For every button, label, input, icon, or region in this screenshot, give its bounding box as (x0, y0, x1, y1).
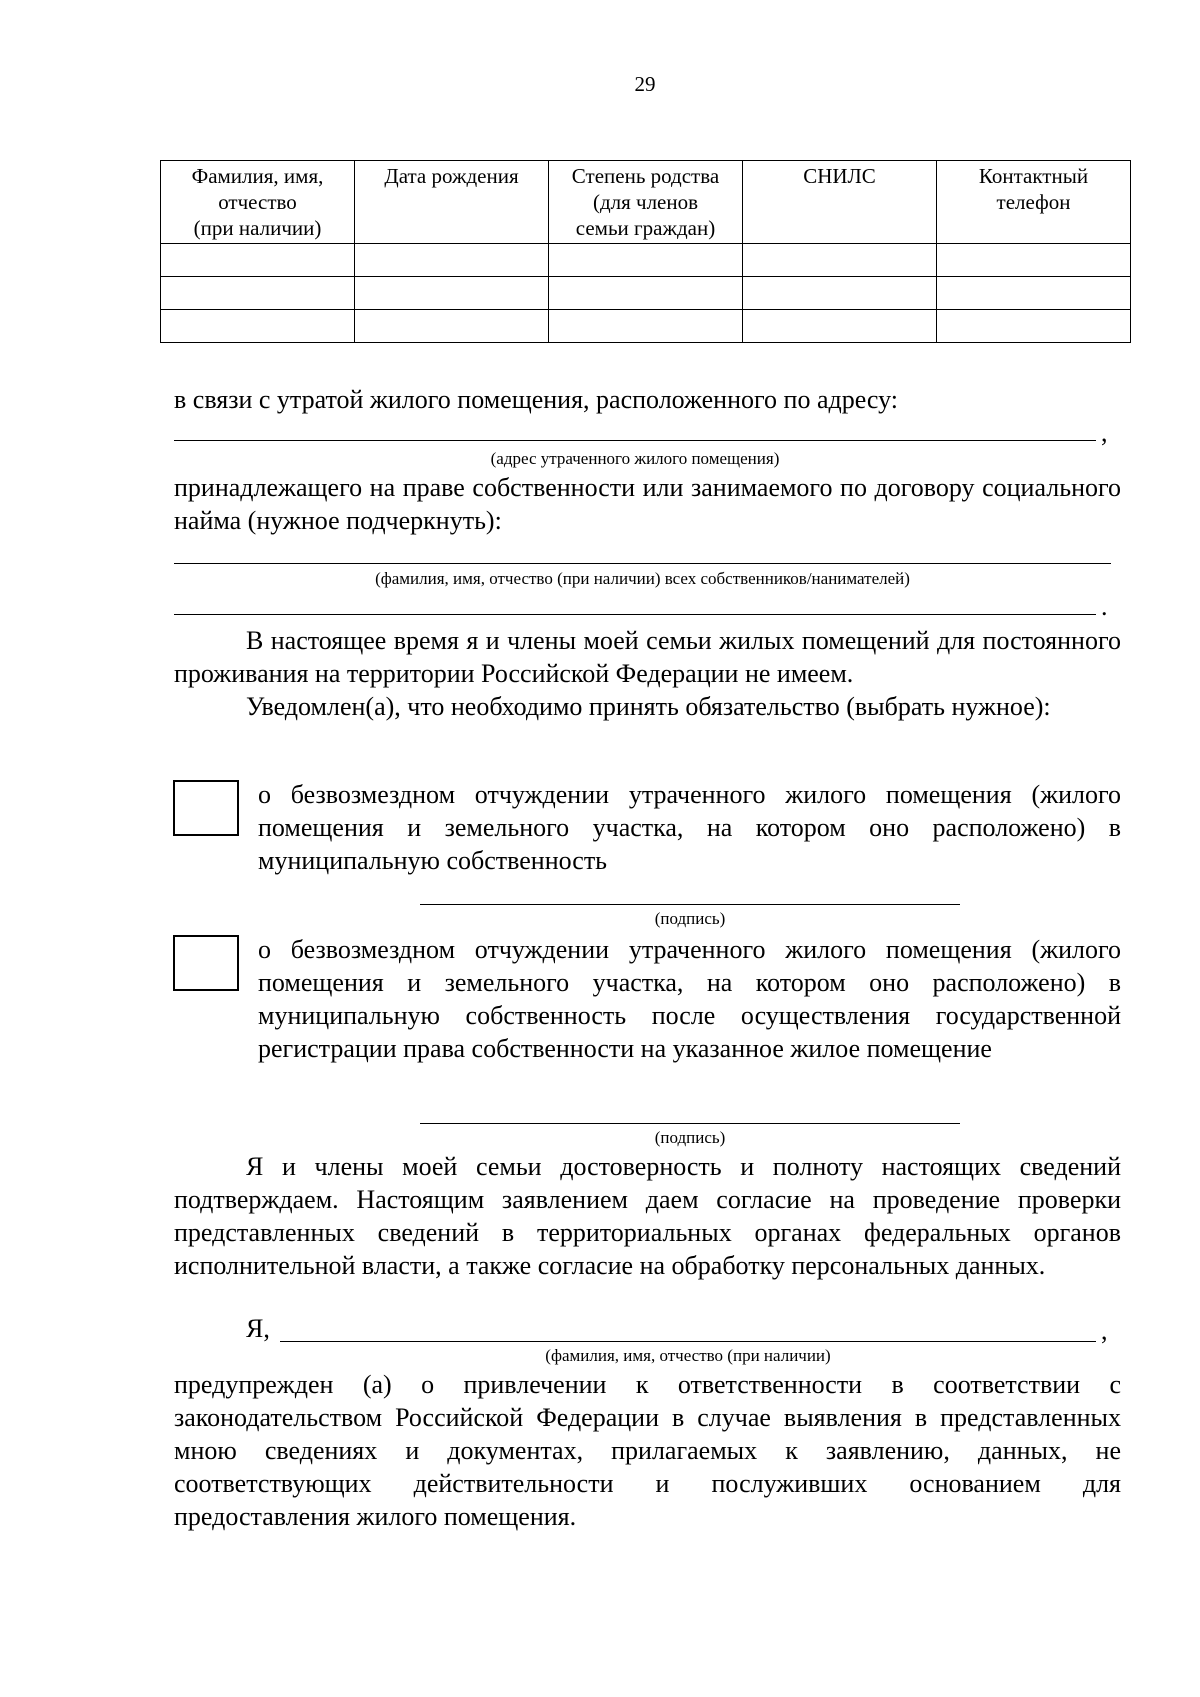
header-snils: СНИЛС (743, 161, 937, 244)
table-cell (743, 310, 937, 343)
name-line (280, 1341, 1096, 1342)
address-intro: в связи с утратой жилого помещения, расположенного по адресу: (174, 385, 898, 414)
option1-checkbox[interactable] (173, 780, 239, 836)
header-phone: Контактный телефон (937, 161, 1131, 244)
header-birth-date: Дата рождения (355, 161, 549, 244)
address-caption: (адрес утраченного жилого помещения) (490, 449, 780, 468)
signature-line-2 (420, 1123, 960, 1124)
i-comma: , (1101, 1316, 1108, 1345)
owners-caption: (фамилия, имя, отчество (при наличии) всех собственников/нанимателей) (375, 569, 910, 588)
table-cell (161, 277, 355, 310)
owners-line (174, 563, 1111, 564)
name-caption: (фамилия, имя, отчество (при наличии) (545, 1346, 831, 1365)
table-cell (937, 277, 1131, 310)
table-header-row (161, 161, 1131, 244)
table-cell (161, 244, 355, 277)
table-cell (937, 310, 1131, 343)
signature-caption-1: (подпись) (654, 909, 726, 928)
table-cell (355, 310, 549, 343)
option2-text: о безвозмездном отчуждении утраченного жилого помещения (жилого помещения и земельного участка, на котором оно расположено) в муниципальную собственность после осуществления государственной регистрации права собственности на указанное жилое помещение (258, 935, 1121, 1063)
signature-caption-2: (подпись) (654, 1128, 726, 1147)
confirm-text: Я и члены моей семьи достоверность и полноту настоящих сведений подтверждаем. Настоящим заявлением даем согласие на проведение проверки представленных сведений в территориальных органах федеральных органов исполнительной власти, а также согласие на обработку персональных данных. (174, 1152, 1121, 1280)
address-comma: , (1101, 418, 1108, 447)
table-cell (355, 277, 549, 310)
page-number: 29 (634, 72, 656, 96)
header-full-name: Фамилия, имя, отчество (при наличии) (161, 161, 355, 244)
table-row (161, 244, 1131, 277)
no-housing-text: В настоящее время я и члены моей семьи жилых помещений для постоянного проживания на территории Российской Федерации не имеем. (174, 626, 1121, 688)
ownership-text: принадлежащего на праве собственности или занимаемого по договору социального найма (нужное подчеркнуть): (174, 473, 1121, 535)
table-cell (743, 244, 937, 277)
table-cell (549, 310, 743, 343)
family-members-table (160, 160, 1131, 343)
table-cell (743, 277, 937, 310)
notified-text: Уведомлен(а), что необходимо принять обязательство (выбрать нужное): (246, 692, 1051, 721)
table-cell (549, 277, 743, 310)
address-line (174, 440, 1096, 441)
warned-text: предупрежден (а) о привлечении к ответственности в соответствии с законодательством Российской Федерации в случае выявления в представленных мною сведениях и документах, прилагаемых к заявлению, данных, не соответствующих действительности и послуживших основанием для предоставления жилого помещения. (174, 1370, 1121, 1531)
signature-line-1 (420, 904, 960, 905)
option1-text: о безвозмездном отчуждении утраченного жилого помещения (жилого помещения и земельного участка, на котором оно расположено) в муниципальную собственность (258, 780, 1121, 875)
table-cell (549, 244, 743, 277)
table-cell (161, 310, 355, 343)
table-row (161, 310, 1131, 343)
table-cell (355, 244, 549, 277)
table-row (161, 277, 1131, 310)
header-relation: Степень родства (для членов семьи граждан) (549, 161, 743, 244)
i-label: Я, (246, 1314, 270, 1343)
table-cell (937, 244, 1131, 277)
option2-checkbox[interactable] (173, 935, 239, 991)
owners-line-2 (174, 614, 1096, 615)
owners-period: . (1101, 592, 1108, 621)
